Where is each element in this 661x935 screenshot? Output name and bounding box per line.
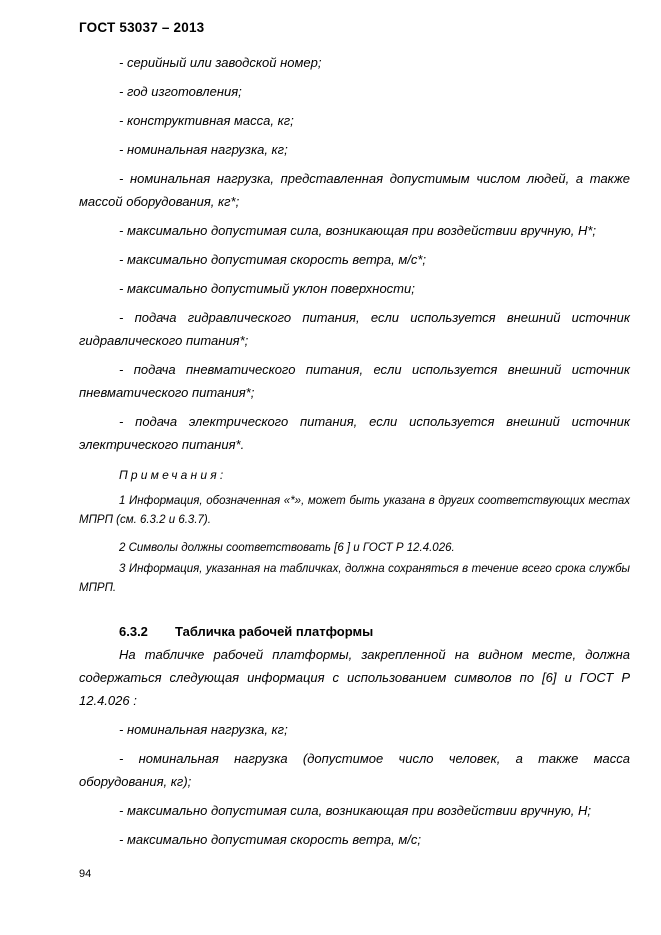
list-item: - номинальная нагрузка, кг; xyxy=(119,722,288,737)
list-item xyxy=(79,747,630,793)
list-item: - номинальная нагрузка, кг; xyxy=(119,142,288,157)
list-item: - год изготовления; xyxy=(119,84,242,99)
list-item-line: пневматического питания*; xyxy=(79,385,255,400)
list-item: - максимально допустимая сила, возникающая при воздействии вручную, Н*; xyxy=(119,223,597,238)
note-item: 1 Информация, обозначенная «*», может быть указана в других соответствующих местах МПРП (см. 6.3.2 и 6.3.7). xyxy=(79,495,630,526)
list-item xyxy=(79,306,630,352)
list-item xyxy=(79,167,630,213)
note-item: 3 Информация, указанная на табличках, должна сохраняться в течение всего срока службы МПРП. xyxy=(79,563,630,594)
list-item-line: гидравлического питания*; xyxy=(79,333,249,348)
list-item-line: электрического питания*. xyxy=(79,437,245,452)
list-item-line: - подача электрического питания, если используется внешний источник xyxy=(119,414,630,429)
list-item-line: - номинальная нагрузка, представленная допустимым числом людей, а также xyxy=(119,171,630,186)
page-number: 94 xyxy=(79,868,92,880)
list-item-line: - номинальная нагрузка (допустимое число человек, а также масса xyxy=(119,751,630,766)
list-item: - серийный или заводской номер; xyxy=(119,55,322,70)
list-item-line: - подача гидравлического питания, если используется внешний источник xyxy=(119,310,630,325)
list-item: - конструктивная масса, кг; xyxy=(119,113,294,128)
list-item: - максимально допустимая скорость ветра, м/с; xyxy=(119,832,421,847)
note-item: 2 Символы должны соответствовать [6 ] и ГОСТ Р 12.4.026. xyxy=(119,542,455,554)
document-header: ГОСТ 53037 – 2013 xyxy=(79,20,205,35)
list-item: - максимально допустимая сила, возникающая при воздействии вручную, Н; xyxy=(119,803,591,818)
notes-title: Примечания: xyxy=(119,468,227,482)
section-lead: На табличке рабочей платформы, закрепленной на видном месте, должна содержаться следующая информация с использованием символов по [6] и ГОСТ Р 12.4.026 : xyxy=(79,647,630,708)
list-item xyxy=(79,358,630,404)
section-title: Табличка рабочей платформы xyxy=(175,624,374,639)
list-item: - максимально допустимая скорость ветра, м/с*; xyxy=(119,252,427,267)
list-item-line: - подача пневматического питания, если используется внешний источник xyxy=(119,362,630,377)
list-item-line: массой оборудования, кг*; xyxy=(79,194,240,209)
list-item-line: оборудования, кг); xyxy=(79,774,192,789)
page-content xyxy=(79,51,630,857)
section-heading xyxy=(119,624,630,639)
list-item xyxy=(79,410,630,456)
list-item: - максимально допустимый уклон поверхности; xyxy=(119,281,415,296)
section-number: 6.3.2 xyxy=(119,624,148,639)
